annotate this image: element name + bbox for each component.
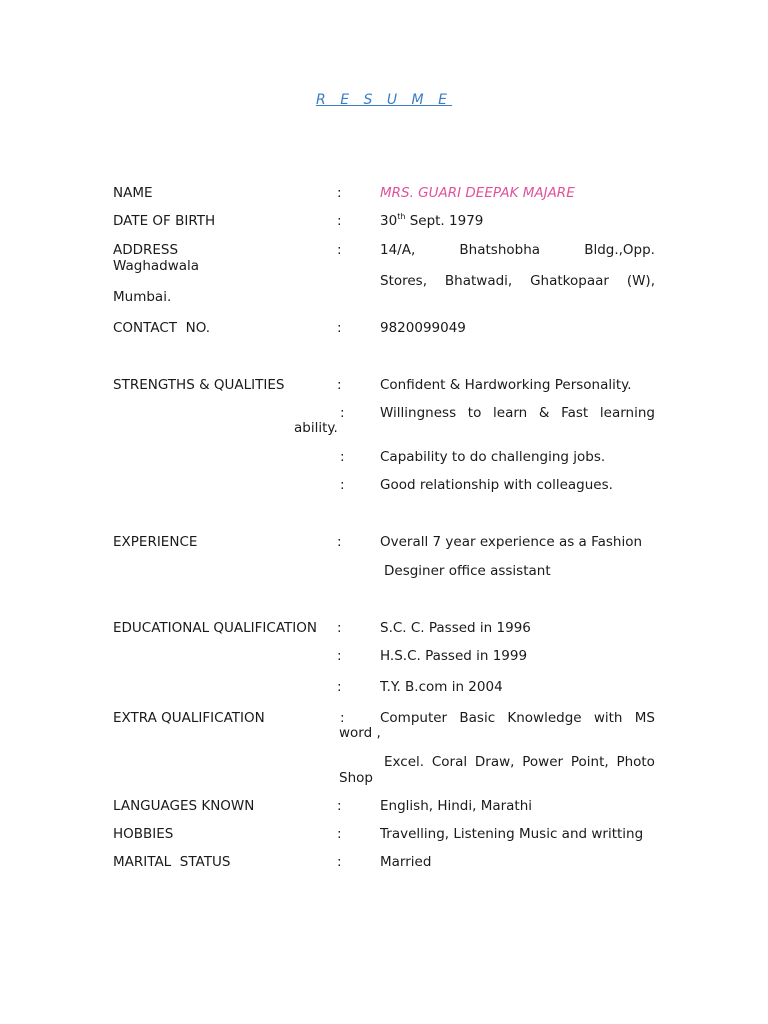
strength-item-2-wrap: ability. [294, 420, 338, 436]
strength-word: learn [493, 405, 528, 421]
extra-word: Coral [431, 754, 468, 770]
colon: : [337, 185, 342, 201]
extra-line-1-wrap: word , [339, 725, 381, 741]
extra-word: Power [522, 754, 564, 770]
address-word: Bhatshobha [459, 242, 541, 258]
extra-line-2-wrap: Shop [339, 770, 373, 786]
dob-day: 30 [380, 213, 398, 229]
address-word: Bldg.,Opp. [584, 242, 655, 258]
address-line-3: Mumbai. [113, 289, 172, 305]
address-line-1 [380, 242, 655, 258]
address-word: (W), [626, 273, 655, 289]
colon: : [337, 854, 342, 870]
extra-word: Point, [570, 754, 609, 770]
address-word: Stores, [380, 273, 428, 289]
colon: : [337, 377, 342, 393]
experience-label: EXPERIENCE [113, 534, 198, 550]
dob-label: DATE OF BIRTH [113, 213, 216, 229]
extra-line-1 [380, 710, 655, 726]
marital-value: Married [380, 854, 432, 870]
extra-word: MS [634, 710, 655, 726]
name-value: MRS. GUARI DEEPAK MAJARE [380, 185, 575, 201]
extra-word: Photo [616, 754, 655, 770]
strength-item-2 [380, 405, 655, 421]
contact-value: 9820099049 [380, 320, 466, 336]
colon: : [337, 534, 342, 550]
colon: : [340, 449, 345, 465]
extra-word: Basic [459, 710, 496, 726]
colon: : [337, 620, 342, 636]
strength-word: Fast [561, 405, 589, 421]
extra-line-2 [384, 754, 655, 770]
education-label: EDUCATIONAL QUALIFICATION [113, 620, 317, 636]
colon: : [340, 477, 345, 493]
extra-word: Knowledge [507, 710, 582, 726]
colon: : [337, 242, 342, 258]
strength-word: & [538, 405, 550, 421]
address-line-2 [380, 273, 655, 289]
languages-value: English, Hindi, Marathi [380, 798, 533, 814]
extra-word: Excel. [384, 754, 425, 770]
colon: : [340, 405, 345, 421]
extra-label: EXTRA QUALIFICATION [113, 710, 265, 726]
education-item: S.C. C. Passed in 1996 [380, 620, 531, 636]
name-label: NAME [113, 185, 153, 201]
colon: : [337, 679, 342, 695]
hobbies-value: Travelling, Listening Music and writting [380, 826, 644, 842]
strength-word: Willingness [380, 405, 457, 421]
address-word: 14/A, [380, 242, 416, 258]
strengths-label: STRENGTHS & QUALITIES [113, 377, 285, 393]
colon: : [337, 798, 342, 814]
strength-item: Capability to do challenging jobs. [380, 449, 606, 465]
extra-word: with [593, 710, 623, 726]
strength-item: Good relationship with colleagues. [380, 477, 613, 493]
resume-title: R E S U M E [316, 92, 452, 108]
address-wrap: Waghadwala [113, 258, 200, 274]
strength-word: learning [599, 405, 655, 421]
dob-value [380, 213, 483, 229]
experience-line-1: Overall 7 year experience as a Fashion [380, 534, 643, 550]
address-label: ADDRESS [113, 242, 179, 258]
colon: : [340, 710, 345, 726]
contact-label: CONTACT NO. [113, 320, 211, 336]
address-word: Bhatwadi, [444, 273, 513, 289]
education-item: T.Y. B.com in 2004 [380, 679, 503, 695]
dob-suffix: th [397, 212, 406, 221]
marital-label: MARITAL STATUS [113, 854, 231, 870]
education-item: H.S.C. Passed in 1999 [380, 648, 528, 664]
extra-word: Draw, [474, 754, 515, 770]
experience-line-2: Desginer office assistant [384, 563, 551, 579]
colon: : [337, 648, 342, 664]
extra-word: Computer [380, 710, 448, 726]
languages-label: LANGUAGES KNOWN [113, 798, 255, 814]
hobbies-label: HOBBIES [113, 826, 174, 842]
strength-word: to [467, 405, 482, 421]
colon: : [337, 213, 342, 229]
strength-item: Confident & Hardworking Personality. [380, 377, 632, 393]
dob-rest: Sept. 1979 [405, 213, 484, 229]
colon: : [337, 826, 342, 842]
address-word: Ghatkopaar [530, 273, 609, 289]
colon: : [337, 320, 342, 336]
